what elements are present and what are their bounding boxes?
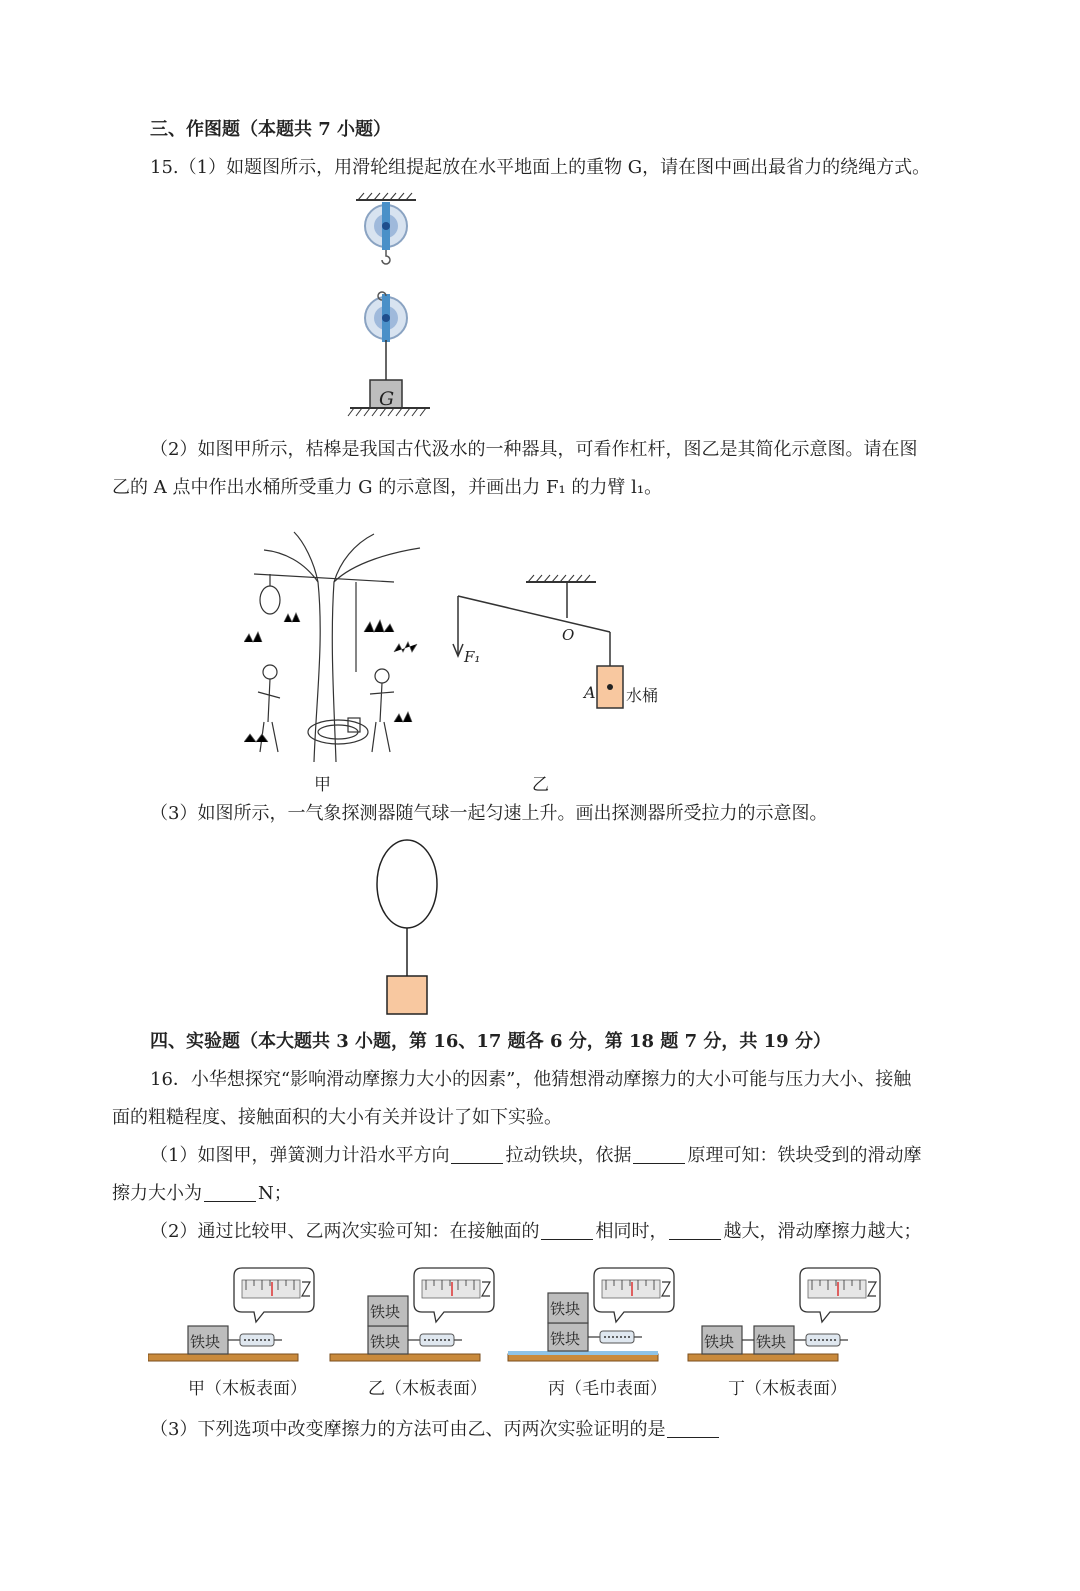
pivot-o-label: O: [562, 626, 575, 644]
q16-part1-line2-text-a: 擦力大小为: [112, 1183, 202, 1204]
q15-part2-line2: 乙的 A 点中作出水桶所受重力 G 的示意图，并画出力 F₁ 的力臂 l₁。: [112, 477, 663, 498]
movable-pulley: [365, 294, 407, 342]
block-label-yi-bottom: 铁块: [370, 1333, 401, 1351]
bucket-label: 水桶: [626, 686, 659, 705]
q16-part2-text-c: 越大，滑动摩擦力越大；: [723, 1221, 922, 1242]
block-label-ding-right: 铁块: [756, 1333, 787, 1351]
caption-ding: 丁（木板表面）: [728, 1379, 847, 1399]
caption-bing: 丙（毛巾表面）: [548, 1379, 667, 1399]
block-label-bing-bottom: 铁块: [550, 1330, 581, 1348]
friction-experiments: [148, 1262, 888, 1370]
q15-part1-text: 15.（1）如题图所示，用滑轮组提起放在水平地面上的重物 G，请在图中画出最省力的绕绳方式。: [150, 157, 931, 178]
q16-part1-text-c: 原理可知：铁块受到的滑动摩: [687, 1145, 922, 1166]
weight-g-label: G: [379, 388, 395, 410]
q16-part2-line: [150, 1220, 921, 1244]
q16-part1-line2-text-b: N；: [258, 1183, 292, 1204]
answer-blank-5[interactable]: [669, 1221, 721, 1240]
section3-title: 三、作图题（本题共 7 小题）: [150, 119, 392, 140]
block-label-bing-top: 铁块: [550, 1300, 581, 1318]
experiment-yi: [330, 1268, 494, 1361]
section4-title: 四、实验题（本大题共 3 小题，第 16、17 题各 6 分，第 18 题 7 分，共 19 分）: [150, 1031, 831, 1052]
block-label-jia: 铁块: [190, 1333, 221, 1351]
block-label-ding-left: 铁块: [704, 1333, 735, 1351]
q15-part3-text: （3）如图所示，一气象探测器随气球一起匀速上升。画出探测器所受拉力的示意图。: [150, 803, 828, 824]
q15-part2-line1: （2）如图甲所示，桔槔是我国古代汲水的一种器具，可看作杠杆，图乙是其简化示意图。请在图: [150, 439, 918, 460]
experiment-jia: [148, 1268, 314, 1361]
balloon-figure: [370, 838, 444, 1018]
q16-part2-text-a: （2）通过比较甲、乙两次实验可知：在接触面的: [150, 1221, 540, 1242]
answer-blank-4[interactable]: [541, 1221, 593, 1240]
point-a-label: A: [584, 683, 596, 702]
well-sweep-illustration: [244, 522, 430, 762]
q16-part3-text: （3）下列选项中改变摩擦力的方法可由乙、丙两次实验证明的是: [150, 1419, 666, 1440]
q16-part1-line2: [112, 1182, 292, 1206]
answer-blank-6[interactable]: [667, 1419, 719, 1438]
answer-blank-3[interactable]: [204, 1183, 256, 1202]
q16-part2-text-b: 相同时，: [595, 1221, 668, 1242]
force-f1-label: F₁: [464, 648, 481, 666]
q16-intro-line2: 面的粗糙程度、接触面积的大小有关并设计了如下实验。: [112, 1107, 562, 1128]
q16-intro-line1: 16．小华想探究“影响滑动摩擦力大小的因素”，他猜想滑动摩擦力的大小可能与压力大小、接触: [150, 1069, 912, 1090]
q16-part3-line: [150, 1418, 721, 1442]
q16-part1-text-a: （1）如图甲，弹簧测力计沿水平方向: [150, 1145, 450, 1166]
caption-yi: 乙（木板表面）: [368, 1379, 487, 1399]
answer-blank-2[interactable]: [633, 1145, 685, 1164]
caption-jia: 甲（木板表面）: [188, 1379, 307, 1399]
answer-blank-1[interactable]: [451, 1145, 503, 1164]
experiment-bing: [508, 1268, 674, 1361]
figure-yi-caption: 乙: [532, 775, 549, 795]
figure-jia-caption: 甲: [314, 775, 331, 795]
q16-part1-text-b: 拉动铁块，依据: [505, 1145, 632, 1166]
fixed-pulley: [365, 202, 407, 250]
q16-part1-line1: [150, 1144, 921, 1168]
block-label-yi-top: 铁块: [370, 1303, 401, 1321]
